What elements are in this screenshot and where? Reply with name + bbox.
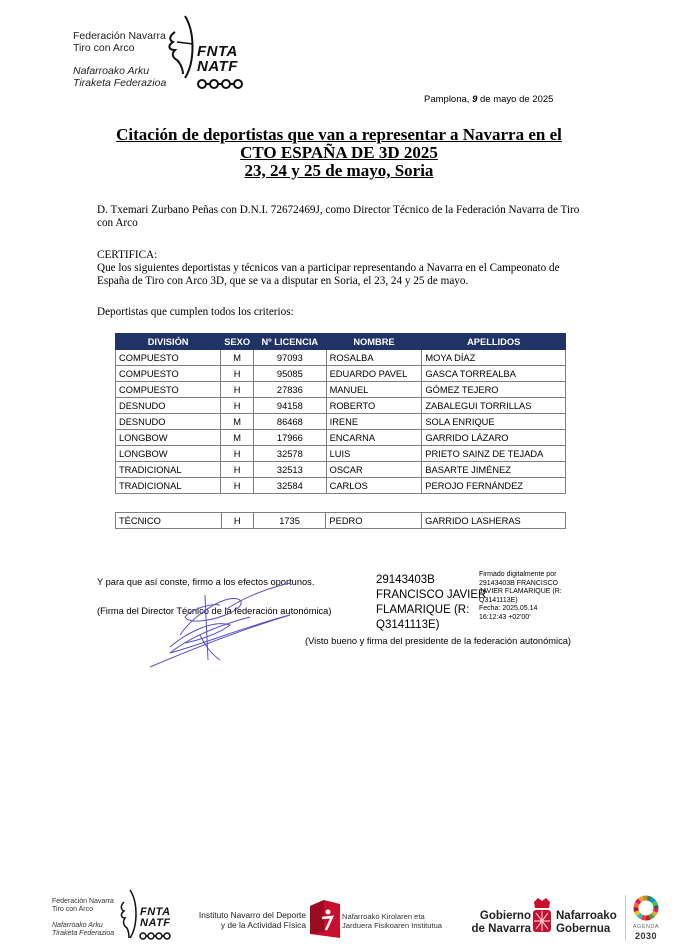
- fnta-logo: FNTA NATF: [197, 43, 238, 75]
- column-header: APELLIDOS: [422, 334, 566, 350]
- cell-sexo: M: [221, 430, 254, 446]
- footer-gobierno-eu: Nafarroako Gobernua: [556, 910, 617, 935]
- cell-apellidos: GASCA TORREALBA: [422, 366, 566, 382]
- cell-sexo: H: [221, 446, 254, 462]
- footer-indaf-name-eu: Nafarroako Kirolaren eta Jarduera Fisikoaren Institutua: [342, 912, 443, 930]
- cell-nombre: CARLOS: [326, 478, 422, 494]
- cell-apellidos: SOLA ENRIQUE: [422, 414, 566, 430]
- cell-apellidos: GÓMEZ TEJERO: [422, 382, 566, 398]
- cell-apellidos: PEROJO FERNÁNDEZ: [422, 478, 566, 494]
- table-row: [116, 462, 566, 478]
- cell-sexo: H: [221, 366, 254, 382]
- footer-fnta-name-eu: Nafarroako Arku Tiraketa Federazioa: [52, 922, 115, 937]
- cell-sexo: H: [221, 398, 254, 414]
- cell-division: DESNUDO: [116, 414, 221, 430]
- table-row: [116, 350, 566, 366]
- certifica-label: CERTIFICA:: [97, 249, 158, 261]
- cell-licencia: 27836: [254, 382, 327, 398]
- cell-division: TÉCNICO: [116, 513, 222, 529]
- table-row: [116, 414, 566, 430]
- footer-chain-icon: [139, 931, 171, 941]
- document-date: Pamplona, 9 de mayo de 2025: [424, 94, 554, 105]
- cell-nombre: MANUEL: [326, 382, 422, 398]
- cell-apellidos: BASARTE JIMÉNEZ: [422, 462, 566, 478]
- cell-sexo: H: [221, 382, 254, 398]
- column-header: DIVISIÓN: [116, 334, 221, 350]
- footer-indaf-name-es: Instituto Navarro del Deporte y de la Actividad Física: [198, 910, 306, 930]
- table-row: [116, 513, 566, 529]
- cell-division: LONGBOW: [116, 430, 221, 446]
- cell-division: TRADICIONAL: [116, 462, 221, 478]
- agenda-year: 2030: [634, 931, 658, 941]
- cell-division: LONGBOW: [116, 446, 221, 462]
- technician-table: [115, 512, 566, 529]
- statement-paragraph: Que los siguientes deportistas y técnicos van a participar representando a Navarra en el Campeonato de España de Tiro con Arco 3D, que se va a disputar en Soria, el 23, 24 y 25 de mayo.: [97, 262, 560, 287]
- cell-nombre: ROSALBA: [326, 350, 422, 366]
- cell-nombre: EDUARDO PAVEL: [326, 366, 422, 382]
- cell-licencia: 97093: [254, 350, 327, 366]
- cell-sexo: H: [221, 478, 254, 494]
- closing-text: Y para que así conste, firmo a los efectos oportunos.: [97, 577, 315, 587]
- cell-nombre: ROBERTO: [326, 398, 422, 414]
- cell-sexo: M: [221, 414, 254, 430]
- footer-fnta-name-es: Federación Navarra Tiro con Arco: [52, 898, 114, 913]
- cell-apellidos: GARRIDO LASHERAS: [422, 513, 566, 529]
- cell-division: TRADICIONAL: [116, 478, 221, 494]
- cell-sexo: H: [221, 513, 253, 529]
- table-row: [116, 446, 566, 462]
- footer-gobierno-es: Gobierno de Navarra: [471, 910, 531, 935]
- page-title: Citación de deportistas que van a representar a Navarra en el CTO ESPAÑA DE 3D 2025 23, 24 y 25 de mayo, Soria: [116, 125, 562, 180]
- cell-nombre: PEDRO: [326, 513, 422, 529]
- column-header: Nº LICENCIA: [254, 334, 327, 350]
- cell-apellidos: PRIETO SAINZ DE TEJADA: [422, 446, 566, 462]
- chain-logo-icon: [196, 77, 244, 91]
- cell-apellidos: GARRIDO LÁZARO: [422, 430, 566, 446]
- column-header: NOMBRE: [326, 334, 422, 350]
- table-row: [116, 366, 566, 382]
- digital-signature-details: Firmado digitalmente por 29143403B FRANCISCO JAVIER FLAMARIQUE (R: Q3141113E) Fecha: 2025.05.14 16:12:43 +02'00': [479, 571, 562, 621]
- cell-division: DESNUDO: [116, 398, 221, 414]
- archer-logo-icon: [165, 14, 201, 80]
- cell-licencia: 32584: [254, 478, 327, 494]
- table-row: [116, 478, 566, 494]
- table-header-row: [116, 334, 566, 350]
- sdg-wheel-icon: [632, 894, 660, 922]
- criteria-label: Deportistas que cumplen todos los criterios:: [97, 306, 294, 318]
- indaf-logo-icon: [310, 900, 340, 938]
- agenda-label: AGENDA: [632, 924, 660, 930]
- footer-fnta-logo: FNTA NATF: [140, 906, 171, 929]
- cell-division: COMPUESTO: [116, 366, 221, 382]
- org-name-eu: Nafarroako Arku Tiraketa Federazioa: [73, 65, 167, 89]
- cell-nombre: LUIS: [326, 446, 422, 462]
- cell-licencia: 86468: [254, 414, 327, 430]
- cell-nombre: OSCAR: [326, 462, 422, 478]
- column-header: SEXO: [221, 334, 254, 350]
- cell-licencia: 94158: [254, 398, 327, 414]
- footer-divider: [625, 895, 626, 941]
- director-signature-caption: (Firma del Director Técnico de la federación autonómica): [97, 606, 332, 616]
- cell-sexo: H: [221, 462, 254, 478]
- table-row: [116, 398, 566, 414]
- footer-archer-icon: [118, 888, 140, 940]
- cell-licencia: 1735: [253, 513, 326, 529]
- cell-licencia: 32578: [254, 446, 327, 462]
- table-row: [116, 430, 566, 446]
- intro-paragraph: D. Txemari Zurbano Peñas con D.N.I. 72672469J, como Director Técnico de la Federación Navarra de Tiro con Arco: [97, 204, 580, 229]
- president-signature-caption: (Visto bueno y firma del presidente de la federación autonómica): [305, 636, 571, 646]
- athletes-table: [115, 333, 566, 494]
- table-row: [116, 382, 566, 398]
- digital-signer-name: 29143403B FRANCISCO JAVIER FLAMARIQUE (R: Q3141113E): [376, 574, 487, 631]
- cell-apellidos: ZABALEGUI TORRILLAS: [422, 398, 566, 414]
- cell-division: COMPUESTO: [116, 382, 221, 398]
- cell-division: COMPUESTO: [116, 350, 221, 366]
- handwritten-signature-icon: [130, 575, 300, 670]
- cell-sexo: M: [221, 350, 254, 366]
- navarra-coat-of-arms-icon: [531, 898, 553, 938]
- cell-licencia: 95085: [254, 366, 327, 382]
- cell-licencia: 32513: [254, 462, 327, 478]
- cell-nombre: ENCARNA: [326, 430, 422, 446]
- org-name-es: Federación Navarra Tiro con Arco: [73, 30, 166, 54]
- cell-licencia: 17966: [254, 430, 327, 446]
- cell-nombre: IRENE: [326, 414, 422, 430]
- cell-apellidos: MOYA DÍAZ: [422, 350, 566, 366]
